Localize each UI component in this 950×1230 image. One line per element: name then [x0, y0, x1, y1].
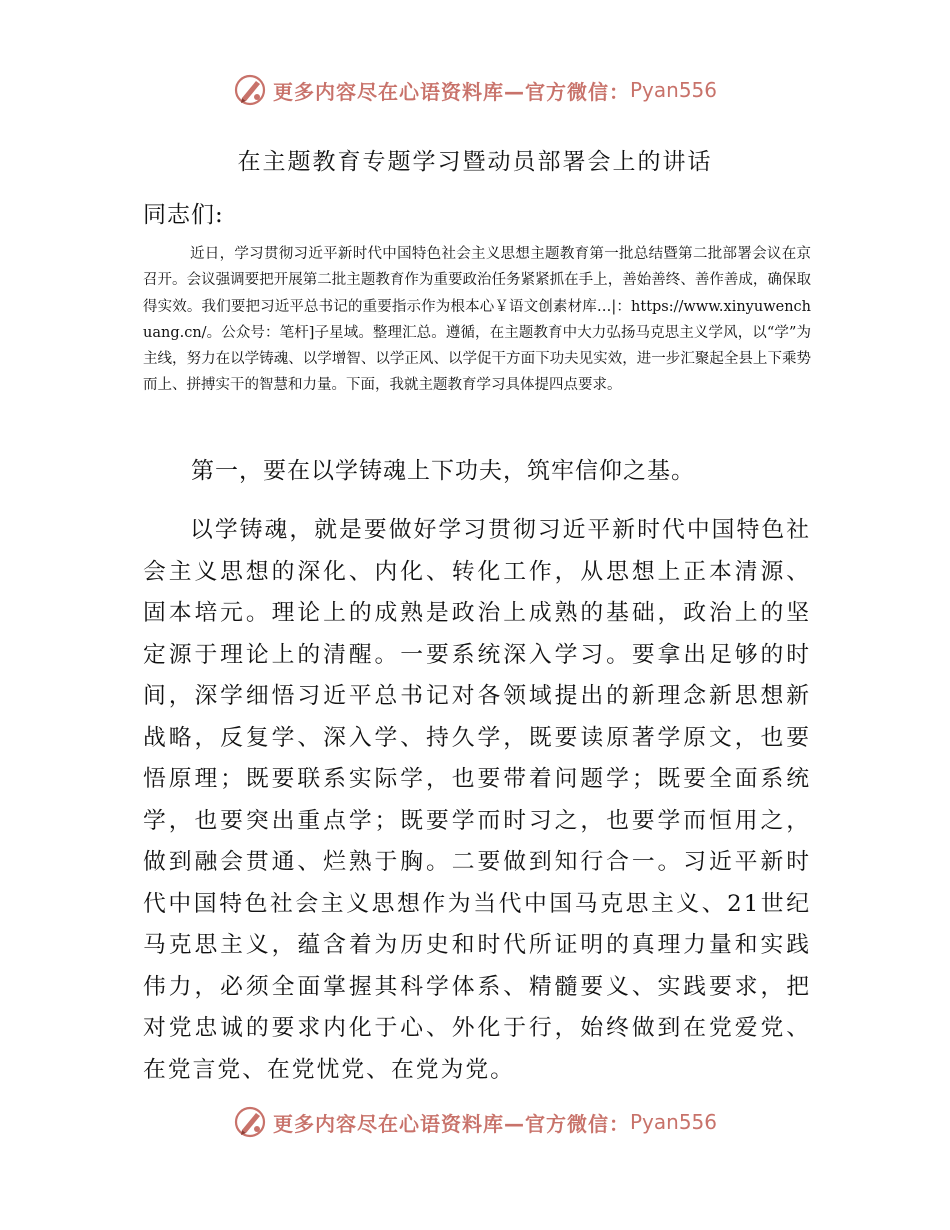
banner-text: 更多内容尽在心语资料库—官方微信： [272, 79, 630, 104]
banner-handle: Pyan556 [629, 1110, 717, 1134]
banner-handle: Pyan556 [629, 78, 717, 102]
banner-text: 更多内容尽在心语资料库—官方微信： [272, 1111, 630, 1136]
pen-logo-icon [233, 73, 267, 107]
salutation: 同志们: [143, 202, 224, 228]
page-title: 在主题教育专题学习暨动员部署会上的讲话 [237, 149, 713, 175]
intro-paragraph: 近日，学习贯彻习近平新时代中国特色社会主义思想主题教育第一批总结暨第二批部署会议在京召开。会议强调要把开展第二批主题教育作为重要政治任务紧紧抓在手上，善始善终、善作善成，确保取得实效。我们要把习近平总书记的重要指示作为根本心￥语文创素材库…|：https://www.xinyuwenchuang.cn/。公众号：笔杆]子星域。整理汇总。遵循，在主题教育中大力弘扬马克思主义学风，以“学”为主线，努力在以学铸魂、以学增智、以学正风、以学促干方面下功夫见实效，进一步汇聚起全县上下乘势而上、拼搏实干的智慧和力量。下面，我就主题教育学习具体提四点要求。 [143, 246, 811, 394]
header-banner [0, 68, 950, 112]
section-heading: 第一，要在以学铸魂上下功夫，筑牢信仰之基。 [191, 458, 695, 484]
pen-logo-icon [233, 1105, 267, 1139]
footer-banner [0, 1100, 950, 1144]
section-body-paragraph: 以学铸魂，就是要做好学习贯彻习近平新时代中国特色社会主义思想的深化、内化、转化工作，从思想上正本清源、固本培元。理论上的成熟是政治上成熟的基础，政治上的坚定源于理论上的清醒。一要系统深入学习。要拿出足够的时间，深学细悟习近平总书记对各领域提出的新理念新思想新战略，反复学、深入学、持久学，既要读原著学原文，也要悟原理；既要联系实际学，也要带着问题学；既要全面系统学，也要突出重点学；既要学而时习之，也要学而恒用之，做到融会贯通、烂熟于胸。二要做到知行合一。习近平新时代中国特色社会主义思想作为当代中国马克思主义、21世纪马克思主义，蕴含着为历史和时代所证明的真理力量和实践伟力，必须全面掌握其科学体系、精髓要义、实践要求，把对党忠诚的要求内化于心、外化于行，始终做到在党爱党、在党言党、在党忧党、在党为党。 [143, 517, 811, 1083]
